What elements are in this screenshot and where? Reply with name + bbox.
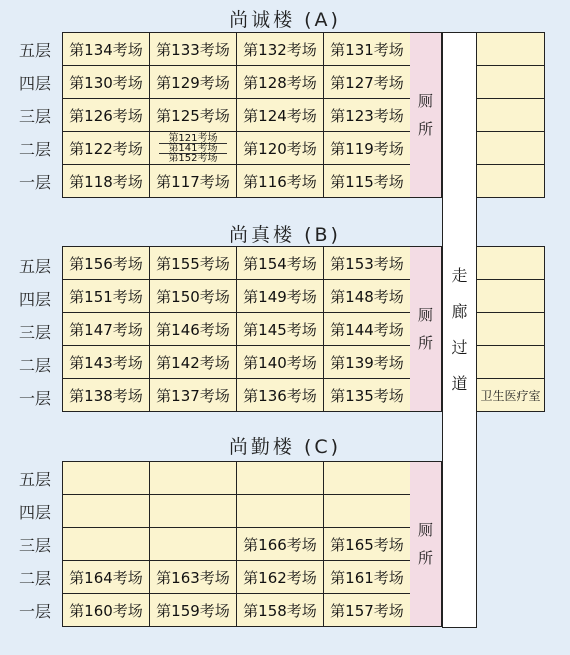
exam-room-cell: 第145考场	[237, 313, 324, 346]
exam-room-cell	[237, 462, 324, 495]
corridor-char: 廊	[451, 302, 468, 321]
exam-room-cell: 第127考场	[324, 66, 411, 99]
exam-room-cell: 第166考场	[237, 528, 324, 561]
restroom-c	[410, 461, 442, 627]
exam-room-sub-label: 第152考场	[168, 152, 218, 164]
right-room-cell	[477, 33, 544, 66]
exam-room-cell: 第144考场	[324, 313, 411, 346]
floor-label: 一层	[18, 173, 51, 192]
exam-room-cell: 第130考场	[63, 66, 150, 99]
floor-label: 一层	[18, 389, 51, 408]
exam-room-cell: 第131考场	[324, 33, 411, 66]
exam-room-cell: 第158考场	[237, 594, 324, 627]
floor-label: 五层	[18, 470, 51, 489]
floor-label: 二层	[18, 140, 51, 159]
building-c-title: 尚勤楼 (C)	[228, 436, 342, 458]
exam-room-cell: 第161考场	[324, 561, 411, 594]
exam-room-cell: 第125考场	[150, 99, 237, 132]
exam-room-cell: 第148考场	[324, 280, 411, 313]
exam-room-cell: 第163考场	[150, 561, 237, 594]
exam-room-cell: 第132考场	[237, 33, 324, 66]
exam-room-cell: 第150考场	[150, 280, 237, 313]
restroom-a	[410, 32, 442, 198]
right-room-cell	[477, 247, 544, 280]
floor-label: 五层	[18, 257, 51, 276]
corridor-char: 道	[451, 374, 468, 393]
right-room-cell	[477, 165, 544, 198]
exam-room-cell: 第136考场	[237, 379, 324, 412]
floor-label: 三层	[18, 536, 51, 555]
exam-room-cell: 第137考场	[150, 379, 237, 412]
exam-room-cell: 第146考场	[150, 313, 237, 346]
exam-room-cell: 第126考场	[63, 99, 150, 132]
exam-room-cell: 第123考场	[324, 99, 411, 132]
corridor	[442, 32, 477, 628]
restroom-char: 厕	[417, 92, 433, 110]
restroom-char: 厕	[417, 521, 433, 539]
exam-room-cell: 第156考场	[63, 247, 150, 280]
building-a-title: 尚诚楼 (A)	[229, 9, 341, 31]
building-b-grid	[62, 246, 411, 412]
right-rooms-b	[477, 246, 545, 412]
exam-room-cell	[324, 462, 411, 495]
floor-label: 四层	[18, 290, 51, 309]
corridor-char: 过	[451, 338, 468, 357]
exam-room-cell: 第149考场	[237, 280, 324, 313]
exam-room-cell: 第129考场	[150, 66, 237, 99]
exam-room-cell: 第143考场	[63, 346, 150, 379]
floor-label: 一层	[18, 602, 51, 621]
floor-label: 四层	[18, 74, 51, 93]
restroom-char: 所	[417, 549, 433, 567]
exam-room-cell: 第128考场	[237, 66, 324, 99]
exam-room-cell: 第147考场	[63, 313, 150, 346]
right-room-cell	[477, 66, 544, 99]
corridor-char: 走	[451, 266, 468, 285]
floor-label: 二层	[18, 569, 51, 588]
exam-room-cell: 第124考场	[237, 99, 324, 132]
building-c-grid	[62, 461, 411, 627]
exam-room-cell: 第134考场	[63, 33, 150, 66]
exam-room-cell: 第122考场	[63, 132, 150, 165]
restroom-char: 厕	[417, 306, 433, 324]
restroom-char: 所	[417, 334, 433, 352]
right-room-cell	[477, 99, 544, 132]
right-rooms-a	[477, 32, 545, 198]
exam-room-cell: 第162考场	[237, 561, 324, 594]
restroom-char: 所	[417, 120, 433, 138]
exam-room-cell: 第138考场	[63, 379, 150, 412]
exam-room-cell	[63, 495, 150, 528]
exam-room-cell: 第135考场	[324, 379, 411, 412]
exam-room-cell	[237, 495, 324, 528]
floor-label: 四层	[18, 503, 51, 522]
right-room-cell	[477, 280, 544, 313]
exam-room-cell: 第118考场	[63, 165, 150, 198]
exam-room-cell: 第155考场	[150, 247, 237, 280]
floor-label: 五层	[18, 41, 51, 60]
exam-room-cell: 第119考场	[324, 132, 411, 165]
exam-room-cell: 第140考场	[237, 346, 324, 379]
restroom-b	[410, 246, 442, 412]
exam-room-cell: 第157考场	[324, 594, 411, 627]
floor-label: 二层	[18, 356, 51, 375]
exam-room-cell: 第164考场	[63, 561, 150, 594]
exam-room-sub-label: 第121考场	[159, 134, 226, 144]
shared-exam-room-cell	[150, 132, 237, 165]
building-b-title: 尚真楼 (B)	[229, 224, 341, 246]
right-room-cell	[477, 132, 544, 165]
clinic-room: 卫生医疗室	[477, 379, 544, 412]
exam-room-cell	[324, 495, 411, 528]
exam-room-cell	[63, 528, 150, 561]
exam-room-cell: 第142考场	[150, 346, 237, 379]
floor-label: 三层	[18, 107, 51, 126]
exam-room-cell: 第160考场	[63, 594, 150, 627]
exam-room-sub-label: 第141考场	[159, 144, 226, 154]
right-room-cell	[477, 346, 544, 379]
exam-room-cell: 第154考场	[237, 247, 324, 280]
exam-room-cell: 第153考场	[324, 247, 411, 280]
exam-room-cell	[150, 495, 237, 528]
exam-room-cell: 第139考场	[324, 346, 411, 379]
exam-room-cell: 第120考场	[237, 132, 324, 165]
exam-room-cell: 第115考场	[324, 165, 411, 198]
exam-room-cell	[63, 462, 150, 495]
exam-room-cell: 第159考场	[150, 594, 237, 627]
exam-room-cell: 第165考场	[324, 528, 411, 561]
exam-room-cell: 第133考场	[150, 33, 237, 66]
right-room-cell	[477, 313, 544, 346]
floor-label: 三层	[18, 323, 51, 342]
building-a-grid	[62, 32, 411, 198]
exam-room-cell: 第116考场	[237, 165, 324, 198]
exam-room-cell: 第151考场	[63, 280, 150, 313]
exam-room-cell	[150, 462, 237, 495]
exam-room-cell	[150, 528, 237, 561]
exam-room-cell: 第117考场	[150, 165, 237, 198]
